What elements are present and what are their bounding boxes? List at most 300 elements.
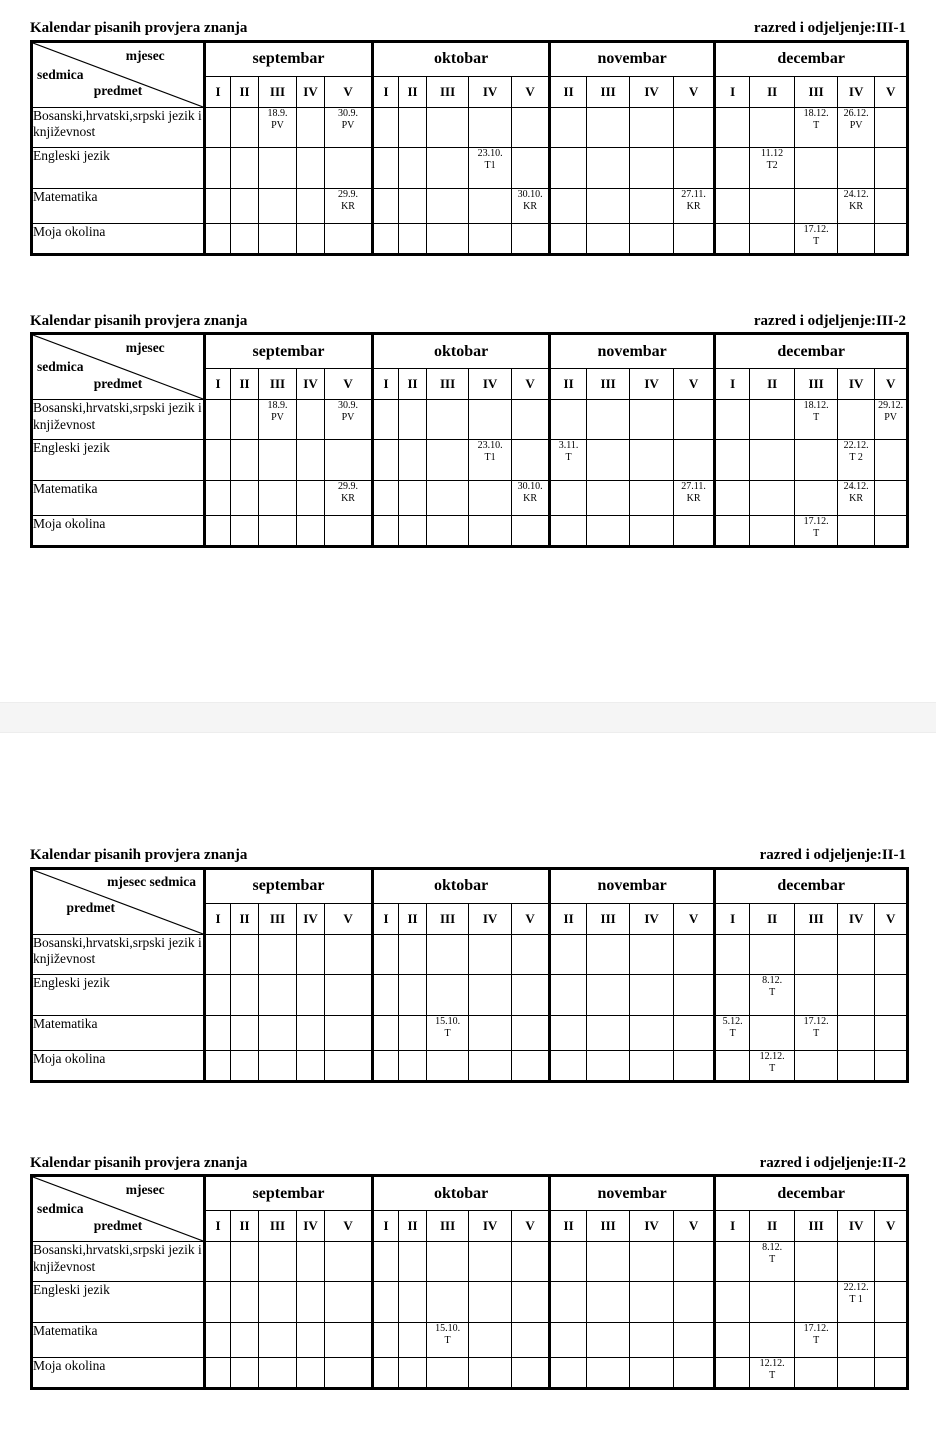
schedule-section-III-2 [30,313,906,549]
month-header: novembar [550,334,715,369]
exam-cell [630,934,674,974]
corner-label-predmet: predmet [66,899,116,915]
exam-cell [750,223,795,254]
exam-cell [875,1282,908,1323]
exam-cell [674,1358,715,1389]
exam-cell [427,223,469,254]
exam-cell [630,1015,674,1050]
exam-date: 18.12. [803,107,829,119]
exam-cell [205,147,231,188]
month-header: septembar [205,868,373,903]
exam-date: 18.9. [267,107,288,119]
exam-cell [259,516,297,547]
week-header: IV [630,1211,674,1242]
exam-cell [587,440,630,481]
exam-cell [750,1282,795,1323]
calendar-header [32,1176,908,1242]
week-header: II [231,1211,259,1242]
exam-cell [469,147,512,188]
exam-cell [715,1323,750,1358]
week-header: II [399,76,427,107]
exam-cell [715,440,750,481]
week-header: V [674,1211,715,1242]
corner-label-sedmica: sedmica [37,359,84,374]
exam-cell [750,1358,795,1389]
exam-cell [469,1323,512,1358]
exam-type: T [769,1062,776,1074]
exam-cell [259,1282,297,1323]
corner-label-predmet: predmet [93,1217,143,1233]
exam-cell [630,1282,674,1323]
corner-label-mjesec: mjesec [125,1182,165,1197]
month-header: novembar [550,868,715,903]
subject-row [32,1358,908,1389]
exam-date: 17.12. [803,1323,829,1334]
exam-type: T [444,1027,451,1039]
week-header: IV [469,76,512,107]
week-header: III [259,903,297,934]
week-header: III [259,76,297,107]
exam-cell [231,516,259,547]
exam-cell [399,147,427,188]
corner-label-sedmica: sedmica [37,66,84,82]
exam-cell [512,934,550,974]
subject-cell: Bosanski,hrvatski,srpski jezik i književnost [32,1242,205,1282]
month-header: septembar [205,1176,373,1211]
week-header: IV [838,76,875,107]
exam-cell [231,147,259,188]
exam-type: PV [341,119,355,131]
exam-cell [875,974,908,1015]
exam-cell [715,1050,750,1081]
exam-cell [550,516,587,547]
exam-cell [427,481,469,516]
exam-cell [587,481,630,516]
exam-cell [750,974,795,1015]
exam-cell [674,1323,715,1358]
week-header: II [399,1211,427,1242]
exam-cell [231,1242,259,1282]
exam-type: T2 [766,159,778,171]
exam-cell [325,974,373,1015]
exam-cell [750,440,795,481]
exam-cell [259,400,297,440]
exam-cell [231,440,259,481]
subject-row [32,107,908,147]
calendar-table-host [30,40,906,256]
calendar-header [32,41,908,107]
week-header: III [427,369,469,400]
exam-cell [674,1050,715,1081]
subject-row [32,1050,908,1081]
exam-cell [205,1242,231,1282]
exam-cell [750,481,795,516]
exam-date: 30.10. [517,188,543,200]
exam-cell [630,223,674,254]
exam-cell [587,516,630,547]
exam-cell [750,934,795,974]
exam-cell [373,223,399,254]
exam-date: 15.10. [435,1015,461,1027]
exam-cell [512,1358,550,1389]
week-header: III [795,76,838,107]
exam-cell [587,974,630,1015]
exam-date: 11.12 [761,147,784,159]
exam-cell [630,1358,674,1389]
exam-cell [297,440,325,481]
week-header: V [512,76,550,107]
exam-cell [297,400,325,440]
exam-cell [838,1323,875,1358]
week-header: IV [630,903,674,934]
corner-cell [32,868,205,934]
week-header: I [205,369,231,400]
exam-cell [469,223,512,254]
exam-cell [715,223,750,254]
exam-cell [715,974,750,1015]
subject-cell: Bosanski,hrvatski,srpski jezik i književnost [32,934,205,974]
exam-cell [205,1015,231,1050]
exam-cell [373,1358,399,1389]
exam-cell [875,1242,908,1282]
exam-cell [587,1050,630,1081]
schedule-section-II-2 [30,1155,906,1391]
exam-cell [297,147,325,188]
exam-cell [399,440,427,481]
exam-type: T [769,986,776,998]
exam-cell [427,147,469,188]
week-header: V [512,1211,550,1242]
subject-cell: Engleski jezik [32,440,205,481]
exam-cell [838,147,875,188]
subject-row [32,223,908,254]
exam-cell [512,974,550,1015]
exam-type: PV [884,412,898,423]
exam-cell [550,1323,587,1358]
exam-date: 17.12. [803,516,829,527]
week-header: III [427,1211,469,1242]
corner-label-predmet: predmet [93,375,143,391]
exam-type: KR [849,493,864,504]
week-header: II [231,369,259,400]
exam-cell [875,481,908,516]
exam-date: 17.12. [803,1015,829,1027]
exam-cell [795,974,838,1015]
calendar-body [32,934,908,1081]
exam-cell [630,400,674,440]
exam-cell [427,974,469,1015]
subject-cell: Moja okolina [32,223,205,254]
month-row [32,41,908,76]
exam-cell [325,934,373,974]
exam-cell [795,1242,838,1282]
exam-cell [512,1050,550,1081]
week-header: V [325,1211,373,1242]
exam-date: 8.12. [762,974,783,986]
corner-cell [32,1176,205,1242]
exam-cell [875,440,908,481]
exam-cell [205,974,231,1015]
corner-label-sedmica: sedmica [37,1201,84,1216]
exam-cell [715,188,750,223]
week-header: III [795,1211,838,1242]
exam-cell [259,1050,297,1081]
exam-cell [715,1242,750,1282]
exam-type: KR [341,200,355,212]
exam-type: KR [686,493,701,504]
week-header: II [750,369,795,400]
subject-row [32,400,908,440]
exam-date: 29.9. [338,481,359,492]
exam-cell [630,188,674,223]
document-title: Kalendar pisanih provjera znanja [30,20,248,36]
exam-type: T [729,1027,736,1039]
exam-type: KR [523,493,538,504]
exam-cell [325,1323,373,1358]
exam-cell [297,107,325,147]
class-label: razred i odjeljenje:III-2 [753,312,906,329]
exam-type: T [813,1027,820,1039]
week-header: V [325,369,373,400]
exam-type: KR [523,200,538,212]
week-header: IV [297,369,325,400]
exam-cell [427,934,469,974]
subject-row [32,440,908,481]
exam-cell [512,188,550,223]
exam-cell [550,147,587,188]
exam-cell [795,1050,838,1081]
exam-cell [231,400,259,440]
document-title: Kalendar pisanih provjera znanja [30,312,248,329]
exam-cell [550,107,587,147]
subject-row [32,1282,908,1323]
week-header: IV [297,903,325,934]
calendar-table [30,1174,909,1390]
week-header: V [325,76,373,107]
week-header: IV [838,1211,875,1242]
month-header: decembar [715,41,908,76]
exam-cell [373,107,399,147]
exam-cell [715,1282,750,1323]
exam-cell [875,107,908,147]
exam-type: T1 [484,159,496,171]
week-header: I [205,903,231,934]
exam-cell [587,1282,630,1323]
exam-cell [297,1050,325,1081]
week-header: III [427,903,469,934]
calendar-body [32,1242,908,1389]
exam-cell [875,516,908,547]
corner-cell [32,334,205,400]
exam-cell [674,107,715,147]
week-header: III [795,903,838,934]
exam-date: 17.12. [803,223,829,235]
document-title: Kalendar pisanih provjera znanja [30,847,248,863]
exam-cell [674,1282,715,1323]
exam-cell [325,400,373,440]
week-header: I [715,1211,750,1242]
exam-cell [297,516,325,547]
exam-cell [875,1050,908,1081]
week-header: II [550,369,587,400]
exam-cell [838,934,875,974]
schedule-section-III-1 [30,20,906,256]
class-label: razred i odjeljenje:II-2 [759,1154,906,1171]
exam-cell [550,974,587,1015]
exam-cell [838,223,875,254]
subject-row [32,188,908,223]
week-header: III [259,1211,297,1242]
exam-cell [715,147,750,188]
exam-cell [427,1242,469,1282]
month-header: decembar [715,1176,908,1211]
exam-cell [838,1282,875,1323]
exam-cell [550,481,587,516]
exam-cell [469,1015,512,1050]
exam-cell [587,223,630,254]
exam-cell [259,1358,297,1389]
week-header: I [715,76,750,107]
exam-cell [231,1282,259,1323]
exam-cell [795,1282,838,1323]
exam-cell [795,516,838,547]
exam-cell [875,1015,908,1050]
exam-cell [469,1358,512,1389]
exam-cell [875,147,908,188]
week-header: V [875,76,908,107]
exam-cell [297,1015,325,1050]
exam-cell [373,481,399,516]
exam-date: 23.10. [477,440,503,451]
exam-cell [259,147,297,188]
exam-date: 27.11. [681,188,706,200]
exam-cell [715,1358,750,1389]
exam-cell [325,481,373,516]
exam-cell [427,1282,469,1323]
exam-cell [838,188,875,223]
exam-cell [838,400,875,440]
exam-cell [373,934,399,974]
exam-cell [399,1282,427,1323]
exam-cell [674,147,715,188]
exam-cell [297,974,325,1015]
exam-cell [373,1242,399,1282]
month-header: decembar [715,334,908,369]
exam-cell [587,1358,630,1389]
exam-cell [259,1323,297,1358]
week-header: I [373,1211,399,1242]
exam-cell [795,934,838,974]
exam-cell [297,223,325,254]
exam-cell [297,1323,325,1358]
exam-cell [795,188,838,223]
exam-date: 30.9. [338,400,359,411]
exam-cell [587,934,630,974]
exam-date: 5.12. [722,1015,743,1027]
exam-cell [550,1242,587,1282]
exam-cell [795,107,838,147]
month-header: oktobar [373,1176,550,1211]
page-break-separator [0,702,936,733]
exam-cell [231,1358,259,1389]
week-header: I [205,1211,231,1242]
exam-type: KR [849,200,864,212]
exam-cell [469,440,512,481]
exam-cell [587,107,630,147]
exam-date: 29.12. [878,400,904,411]
exam-cell [231,188,259,223]
subject-cell: Matematika [32,481,205,516]
exam-type: T [444,1335,451,1346]
exam-cell [674,934,715,974]
exam-cell [674,1242,715,1282]
exam-cell [259,974,297,1015]
class-label: razred i odjeljenje:II-1 [759,847,906,863]
exam-cell [399,1323,427,1358]
exam-type: T [813,528,820,539]
exam-date: 23.10. [477,147,503,159]
exam-cell [630,974,674,1015]
calendar-header [32,334,908,400]
calendar-body [32,107,908,254]
week-header: V [512,369,550,400]
month-header: oktobar [373,868,550,903]
exam-cell [297,1282,325,1323]
exam-cell [325,1015,373,1050]
month-header: novembar [550,1176,715,1211]
exam-cell [399,223,427,254]
exam-cell [715,400,750,440]
schedule-section-II-1 [30,847,906,1083]
exam-cell [674,440,715,481]
exam-cell [512,400,550,440]
exam-cell [469,481,512,516]
exam-cell [674,400,715,440]
week-header: IV [297,1211,325,1242]
week-header: II [399,903,427,934]
exam-cell [297,1242,325,1282]
exam-cell [427,188,469,223]
week-header: IV [469,903,512,934]
exam-cell [399,516,427,547]
week-header: IV [469,1211,512,1242]
exam-type: T1 [484,452,496,463]
exam-cell [325,440,373,481]
exam-cell [231,481,259,516]
exam-cell [512,440,550,481]
week-header: V [875,369,908,400]
exam-cell [715,1015,750,1050]
exam-cell [373,188,399,223]
week-header: II [750,76,795,107]
corner-cell [32,41,205,107]
subject-cell: Engleski jezik [32,1282,205,1323]
exam-cell [325,1282,373,1323]
exam-cell [469,188,512,223]
subject-row [32,934,908,974]
exam-date: 3.11. [558,440,579,451]
corner-label-predmet: predmet [93,83,143,98]
week-header: II [550,903,587,934]
table-title-row [30,313,906,330]
exam-cell [838,516,875,547]
exam-cell [838,974,875,1015]
exam-date: 18.9. [267,400,288,411]
exam-cell [469,934,512,974]
exam-date: 22.12. [843,1282,869,1293]
week-header: I [373,369,399,400]
calendar-table [30,332,909,548]
